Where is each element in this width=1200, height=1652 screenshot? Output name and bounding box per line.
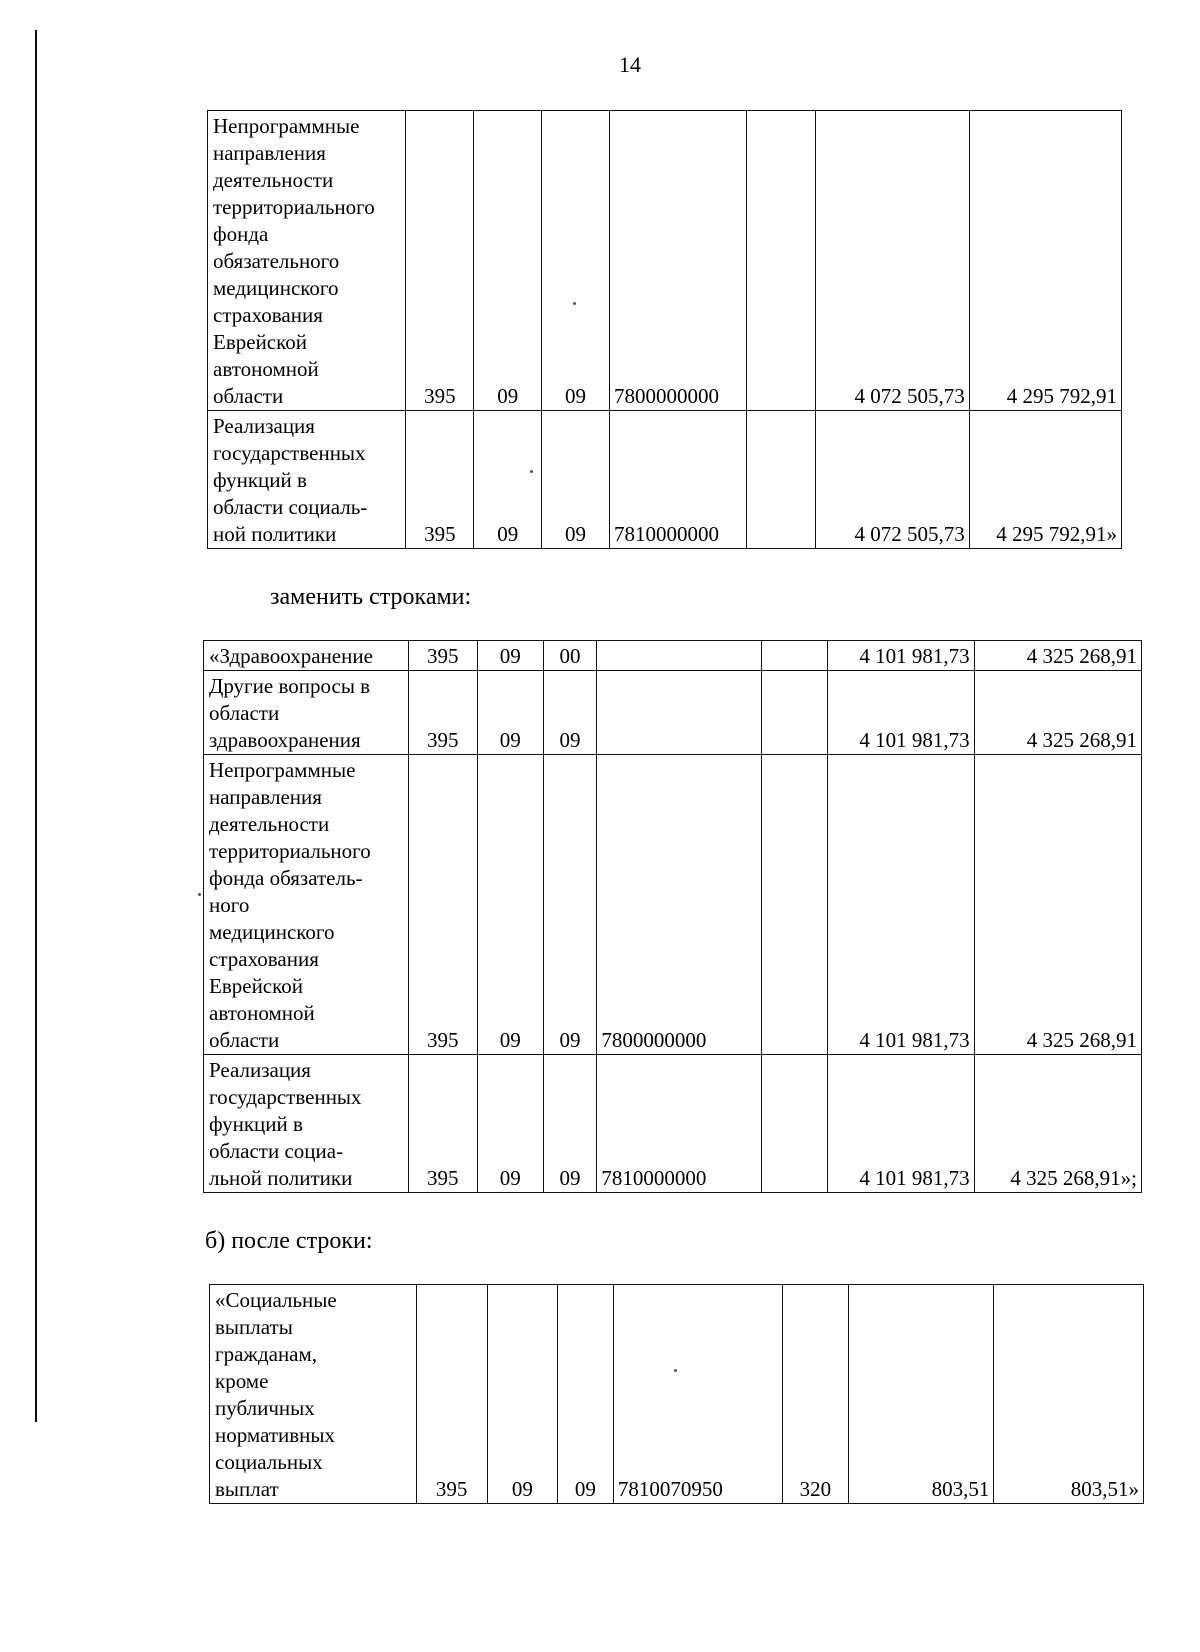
row-name-line: Еврейской — [209, 974, 303, 998]
table-cell-c6: 4 101 981,73 — [827, 1055, 974, 1193]
row-name-line: выплаты — [215, 1315, 293, 1339]
row-name-line: здравоохранения — [209, 728, 361, 752]
page-number: 14 — [619, 52, 641, 77]
table-cell-c4 — [597, 671, 761, 755]
row-name-cell — [208, 411, 406, 549]
scan-speck — [198, 893, 201, 896]
row-name-line: «Здравоохранение — [209, 644, 373, 668]
row-name-line: выплат — [215, 1477, 279, 1501]
row-name-cell — [204, 1055, 409, 1193]
table-cell-c5 — [761, 671, 827, 755]
table-cell-c4: 7810070950 — [613, 1285, 782, 1504]
table-cell-c7: 803,51» — [994, 1285, 1144, 1504]
row-name-line: функций в — [209, 1112, 303, 1136]
table-cell-c6: 4 101 981,73 — [827, 755, 974, 1055]
table-cell-c6: 4 101 981,73 — [827, 671, 974, 755]
table-cell-c4: 7800000000 — [609, 111, 746, 411]
row-name-line: области — [213, 384, 284, 408]
table-cell-c6: 4 101 981,73 — [827, 641, 974, 671]
table-cell-c7: 4 325 268,91»; — [974, 1055, 1141, 1193]
table-cell-c4 — [597, 641, 761, 671]
row-name-line: медицинского — [213, 276, 339, 300]
row-name-line: функций в — [213, 468, 307, 492]
table-cell-c1: 395 — [408, 1055, 477, 1193]
table-cell-c5: 320 — [782, 1285, 848, 1504]
table-row — [204, 755, 1142, 1055]
scan-speck — [573, 302, 576, 305]
table-cell-c2: 09 — [487, 1285, 557, 1504]
row-name-line: ного — [209, 893, 250, 917]
table-cell-c7: 4 325 268,91 — [974, 671, 1141, 755]
row-name-line: медицинского — [209, 920, 335, 944]
scan-speck — [530, 470, 533, 473]
table-cell-c2: 09 — [477, 671, 543, 755]
row-name-line: деятельности — [213, 168, 334, 192]
table-row — [208, 111, 1122, 411]
row-name-line: льной политики — [209, 1166, 353, 1190]
table-cell-c1: 395 — [406, 111, 474, 411]
row-name-line: области — [209, 1028, 280, 1052]
table-cell-c1: 395 — [406, 411, 474, 549]
row-name-line: гражданам, — [215, 1342, 318, 1366]
table-row — [204, 671, 1142, 755]
row-name-line: Еврейской — [213, 330, 307, 354]
table-replace — [203, 640, 1142, 1193]
table-cell-c1: 395 — [416, 1285, 487, 1504]
table-cell-c4: 7800000000 — [597, 755, 761, 1055]
row-name-line: страхования — [209, 947, 319, 971]
row-name-line: нормативных — [215, 1423, 336, 1447]
row-name-line: области — [209, 701, 280, 725]
table-cell-c5 — [761, 755, 827, 1055]
row-name-line: фонда — [213, 222, 269, 246]
table-cell-c2: 09 — [474, 411, 542, 549]
table-cell-c5 — [761, 641, 827, 671]
row-name-line: социальных — [215, 1450, 323, 1474]
table-cell-c1: 395 — [408, 671, 477, 755]
row-name-line: «Социальные — [215, 1288, 337, 1312]
table-cell-c4: 7810000000 — [597, 1055, 761, 1193]
table-cell-c2: 09 — [477, 1055, 543, 1193]
row-name-line: автономной — [209, 1001, 315, 1025]
table-cell-c3: 09 — [557, 1285, 613, 1504]
table-cell-c5 — [746, 411, 815, 549]
table-cell-c2: 09 — [477, 755, 543, 1055]
row-name-cell — [208, 111, 406, 411]
row-name-line: Реализация — [209, 1058, 311, 1082]
table-cell-c3: 09 — [543, 755, 597, 1055]
table-cell-c1: 395 — [408, 755, 477, 1055]
table-cell-c7: 4 295 792,91 — [969, 111, 1121, 411]
row-name-line: Непрограммные — [213, 114, 360, 138]
table-cell-c3: 09 — [542, 111, 610, 411]
row-name-cell — [204, 641, 409, 671]
row-name-line: Реализация — [213, 414, 315, 438]
table-before — [207, 110, 1122, 549]
row-name-line: Непрограммные — [209, 758, 356, 782]
row-name-cell — [204, 755, 409, 1055]
table-row — [210, 1285, 1144, 1504]
row-name-line: публичных — [215, 1396, 315, 1420]
row-name-line: области социа- — [209, 1139, 344, 1163]
table-cell-c7: 4 325 268,91 — [974, 755, 1141, 1055]
table-cell-c3: 09 — [543, 1055, 597, 1193]
row-name-line: обязательного — [213, 249, 340, 273]
caption-replace: заменить строками: — [270, 584, 472, 610]
table-row — [204, 641, 1142, 671]
table-row — [208, 411, 1122, 549]
caption-after: б) после строки: — [205, 1228, 373, 1254]
row-name-line: деятельности — [209, 812, 330, 836]
table-cell-c5 — [746, 111, 815, 411]
table-cell-c2: 09 — [477, 641, 543, 671]
table-cell-c3: 09 — [542, 411, 610, 549]
scan-speck — [674, 1369, 677, 1372]
row-name-line: направления — [209, 785, 322, 809]
table-cell-c3: 00 — [543, 641, 597, 671]
table-cell-c2: 09 — [474, 111, 542, 411]
row-name-cell — [210, 1285, 417, 1504]
table-cell-c6: 803,51 — [848, 1285, 993, 1504]
margin-line — [35, 30, 37, 1422]
table-cell-c7: 4 325 268,91 — [974, 641, 1141, 671]
table-cell-c4: 7810000000 — [609, 411, 746, 549]
table-row — [204, 1055, 1142, 1193]
row-name-line: автономной — [213, 357, 319, 381]
table-cell-c5 — [761, 1055, 827, 1193]
row-name-line: направления — [213, 141, 326, 165]
table-cell-c6: 4 072 505,73 — [815, 111, 969, 411]
row-name-line: ной политики — [213, 522, 337, 546]
row-name-line: государственных — [213, 441, 366, 465]
table-cell-c7: 4 295 792,91» — [969, 411, 1121, 549]
row-name-line: Другие вопросы в — [209, 674, 371, 698]
row-name-line: страхования — [213, 303, 323, 327]
table-after — [209, 1284, 1144, 1504]
row-name-cell — [204, 671, 409, 755]
row-name-line: территориального — [213, 195, 375, 219]
row-name-line: территориального — [209, 839, 371, 863]
table-cell-c3: 09 — [543, 671, 597, 755]
row-name-line: кроме — [215, 1369, 269, 1393]
row-name-line: фонда обязатель- — [209, 866, 363, 890]
table-cell-c1: 395 — [408, 641, 477, 671]
table-cell-c6: 4 072 505,73 — [815, 411, 969, 549]
row-name-line: государственных — [209, 1085, 362, 1109]
row-name-line: области социаль- — [213, 495, 368, 519]
